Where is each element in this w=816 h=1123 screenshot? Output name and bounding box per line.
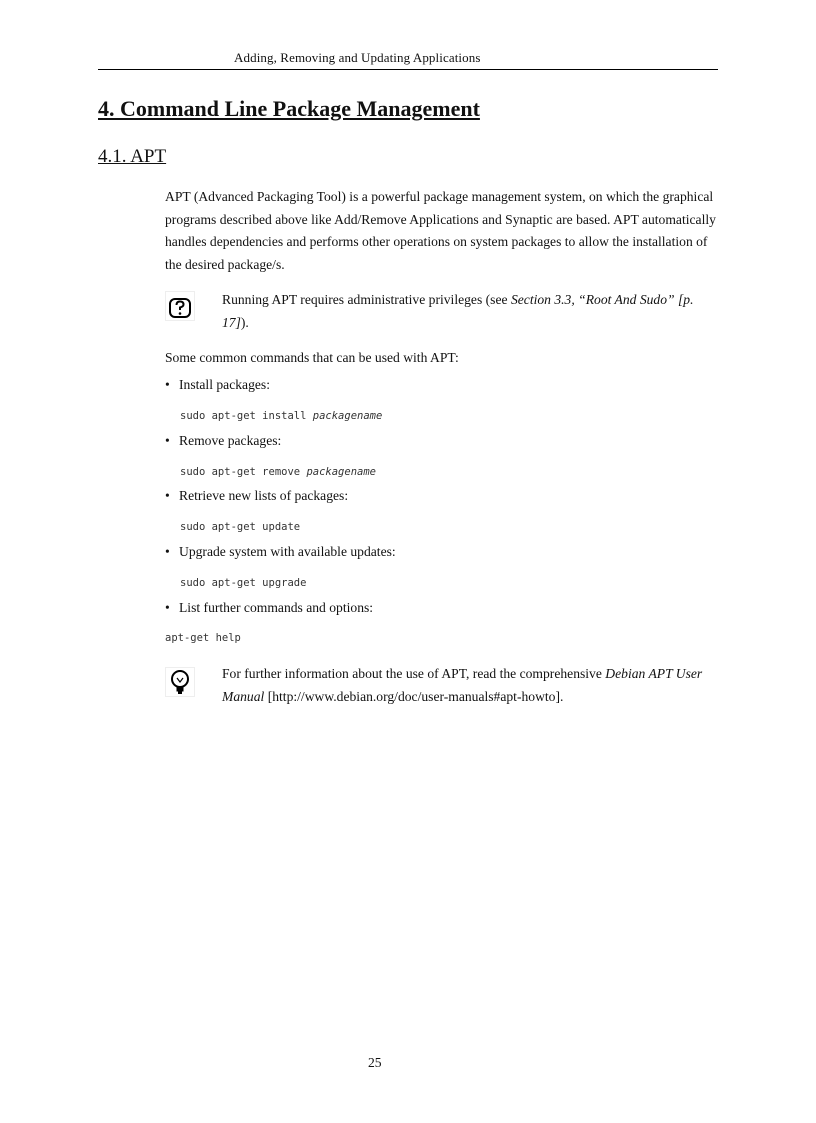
lightbulb-icon	[165, 667, 195, 697]
code-block: sudo apt-get update	[180, 521, 301, 533]
commands-intro: Some common commands that can be used with APT:	[165, 350, 459, 365]
section-title: 4.1. APT	[98, 146, 167, 167]
section-reference-link[interactable]: Section 3.3, “Root And Sudo” [p. 17]	[222, 292, 694, 330]
manual-link[interactable]: Debian APT User Manual	[222, 666, 703, 704]
intro-paragraph: APT (Advanced Packaging Tool) is a powerful package management system, on which the graphical programs described above like Add/Remove Applications and Synaptic are based. APT automatically handles dependencies and performs other operations on system packages to allow the installation of the desired package/s.	[165, 189, 716, 272]
chapter-title: 4. Command Line Package Management	[98, 96, 480, 121]
code-block: sudo apt-get upgrade	[180, 577, 307, 589]
header-rule	[98, 69, 718, 70]
code-block: sudo apt-get install packagename	[180, 410, 383, 422]
page-number: 25	[368, 1055, 382, 1070]
list-item: • Install packages:	[165, 377, 270, 392]
running-header: Adding, Removing and Updating Applications	[234, 50, 481, 65]
note-admin	[165, 289, 725, 335]
list-item: • Remove packages:	[165, 433, 282, 448]
note-tip	[165, 663, 725, 709]
note-tip-text: For further information about the use of APT, read the comprehensive Debian APT User Manual [http://www.debian.org/doc/user-manuals#apt-howto].	[222, 666, 703, 704]
list-item: • Upgrade system with available updates:	[165, 544, 396, 559]
note-admin-text: Running APT requires administrative privileges (see Section 3.3, “Root And Sudo” [p. 17]).	[222, 292, 694, 330]
code-block: sudo apt-get remove packagename	[180, 466, 376, 478]
question-icon	[165, 291, 195, 321]
list-item: • List further commands and options:	[165, 600, 374, 615]
code-block: apt-get help	[165, 632, 241, 644]
list-item: • Retrieve new lists of packages:	[165, 488, 349, 503]
